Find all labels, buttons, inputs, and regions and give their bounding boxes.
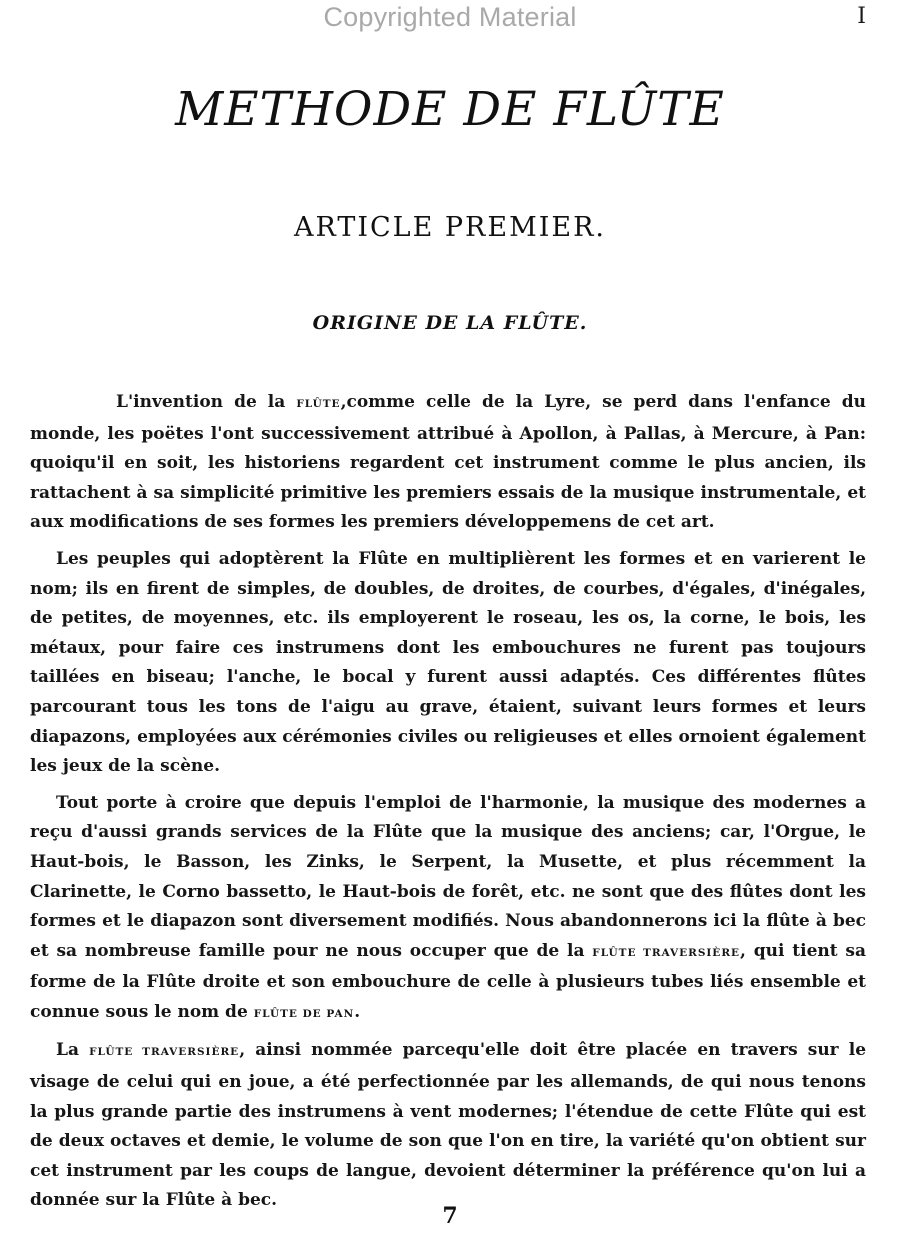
paragraph-1 — [30, 388, 866, 538]
paragraph-3 — [30, 789, 866, 1030]
copyright-watermark: Copyrighted Material — [323, 2, 577, 32]
paragraph-text: , ainsi nommée parcequ'elle doit être placée en travers sur le visage de celui qui en joue, a été perfectionnée par les allemands, de qui nous tenons la plus grande partie des instrumens à vent modernes; l'étendue de cette Flûte qui est de deux octaves et demie, le volume de son que l'on en tire, la variété qu'on obtient sur cet instrument par les coups de langue, devoient déterminer la préférence qu'on lui a donnée sur la Flûte à bec. — [30, 1040, 867, 1211]
paragraph-text: La — [56, 1040, 90, 1061]
page-number-bottom: 7 — [442, 1203, 458, 1229]
page-title: METHODE DE FLÛTE — [175, 82, 725, 137]
article-heading: ARTICLE PREMIER. — [293, 212, 607, 243]
small-caps-term: FLÛTE — [296, 398, 341, 410]
paragraph-4 — [30, 1036, 866, 1216]
paragraph-text: Les peuples qui adoptèrent la Flûte en multiplièrent les formes et en varierent le nom; ils en firent de simples, de doubles, de droites, de courbes, d'égales, d'inégales, de petites, de moyennes, etc. ils employerent le roseau, les os, la corne, le bois, les métaux, pour faire ces instrumens dont les embouchures ne furent pas toujours taillées en biseau; l'anche, le bocal y furent aussi adaptés. Ces différentes flûtes parcourant tous les tons de l'aigu au grave, étaient, suivant leurs formes et leurs diapazons, employées aux cérémonies civiles ou religieuses et elles ornoient également les jeux de la scène. — [30, 548, 866, 777]
small-caps-term: FLÛTE DE PAN — [253, 1007, 355, 1020]
paragraph-text: . — [354, 1001, 361, 1022]
paragraph-2 — [30, 545, 866, 782]
small-caps-term: FLÛTE TRAVERSIÈRE — [592, 946, 741, 959]
small-caps-term: FLÛTE TRAVERSIÈRE — [89, 1046, 240, 1059]
paragraph-text: ,comme celle de la Lyre, se perd dans l'enfance du monde, les poëtes l'ont successivement attribué à Apollon, à Pallas, à Mercure, à Pan: quoiqu'il en soit, les historiens regardent cet instrument comme le plus ancien, ils rattachent à sa simplicité primitive les premiers essais de la musique instrumentale, et aux modifications de ses formes les premiers développemens de cet art. — [30, 392, 866, 533]
paragraph-text: , qui tient sa forme de la Flûte droite et son embouchure de celle à plusieurs tubes liés ensemble et connue sous le nom de — [30, 940, 866, 1022]
section-heading: ORIGINE DE LA FLÛTE. — [312, 312, 588, 334]
paragraph-text: Tout porte à croire que depuis l'emploi de l'harmonie, la musique des modernes a reçu d'aussi grands services de la Flûte que la musique des anciens; car, l'Orgue, le Haut-bois, le Basson, les Zinks, le Serpent, la Musette, et plus récemment la Clarinette, le Corno bassetto, le Haut-bois de forêt, etc. ne sont que des flûtes dont les formes et le diapazon sont diversement modifiés. Nous abandonnerons ici la flûte à bec et sa nombreuse famille pour ne nous occuper que de la — [30, 792, 866, 961]
body-text — [30, 388, 866, 1223]
page-number-top: I — [857, 4, 866, 29]
paragraph-text: L'invention de la — [116, 392, 297, 412]
